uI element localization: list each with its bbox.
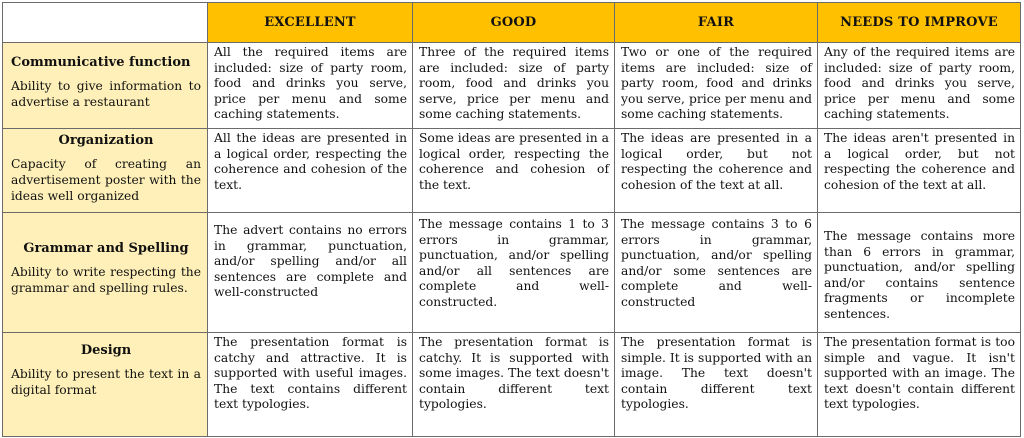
rubric-cell-good: Three of the required items are included: size of party room, food and drinks you serve, price per menu and some caching statements. [413, 43, 615, 129]
rubric-cell-excellent: All the required items are included: size of party room, food and drinks you serve, price per menu and some caching statements. [208, 43, 413, 129]
rubric-cell-needs-to-improve: The message contains more than 6 errors in grammar, punctuation, and/or spelling and/or contains sentence fragments or incomplete sentences. [818, 213, 1021, 333]
rubric-cell-fair: The ideas are presented in a logical order, but not respecting the coherence and cohesion of the text at all. [615, 129, 818, 213]
header-row [3, 3, 1021, 43]
criterion-title: Grammar and Spelling [23, 241, 189, 256]
table-row [3, 129, 1021, 213]
rubric-cell-good: The presentation format is catchy. It is supported with some images. The text doesn't contain different text typologies. [413, 333, 615, 437]
rubric-cell-fair: The presentation format is simple. It is supported with an image. The text doesn't contain different text typologies. [615, 333, 818, 437]
table-row [3, 213, 1021, 333]
criterion-description: Ability to give information to advertise a restaurant [11, 79, 201, 109]
rubric-table [2, 2, 1021, 437]
rubric-cell-good: Some ideas are presented in a logical order, respecting the coherence and cohesion of the text. [413, 129, 615, 213]
rubric-cell-excellent: The advert contains no errors in grammar, punctuation, and/or spelling and/or all sentences are complete and well-constructed [208, 213, 413, 333]
rubric-cell-needs-to-improve: The presentation format is too simple and vague. It isn't supported with an image. The text doesn't contain different text typologies. [818, 333, 1021, 437]
header-needs-to-improve: NEEDS TO IMPROVE [818, 3, 1021, 43]
criterion-description: Ability to present the text in a digital format [11, 367, 201, 397]
criterion-description: Ability to write respecting the grammar and spelling rules. [11, 265, 201, 295]
rubric-cell-excellent: All the ideas are presented in a logical order, respecting the coherence and cohesion of the text. [208, 129, 413, 213]
rubric-cell-excellent: The presentation format is catchy and attractive. It is supported with useful images. The text contains different text typologies. [208, 333, 413, 437]
rubric-cell-fair: The message contains 3 to 6 errors in grammar, punctuation, and/or spelling and/or some sentences are complete and well-constructed [615, 213, 818, 333]
criterion-title: Communicative function [11, 55, 191, 70]
criterion-cell [3, 333, 208, 437]
table-row [3, 333, 1021, 437]
criterion-description: Capacity of creating an advertisement poster with the ideas well organized [11, 157, 201, 203]
criterion-title: Design [80, 343, 132, 358]
header-good: GOOD [413, 3, 615, 43]
corner-cell [3, 3, 208, 43]
rubric-cell-good: The message contains 1 to 3 errors in grammar, punctuation, and/or spelling and/or all sentences are complete and well-constructed. [413, 213, 615, 333]
rubric-cell-needs-to-improve: Any of the required items are included: size of party room, food and drinks you serve, price per menu and some caching statements. [818, 43, 1021, 129]
rubric-cell-needs-to-improve: The ideas aren't presented in a logical order, but not respecting the coherence and cohesion of the text at all. [818, 129, 1021, 213]
criterion-cell [3, 43, 208, 129]
table-row [3, 43, 1021, 129]
header-excellent: EXCELLENT [208, 3, 413, 43]
header-fair: FAIR [615, 3, 818, 43]
rubric-cell-fair: Two or one of the required items are included: size of party room, food and drinks you serve, price per menu and some caching statements. [615, 43, 818, 129]
criterion-title: Organization [58, 133, 154, 148]
criterion-cell [3, 213, 208, 333]
criterion-cell [3, 129, 208, 213]
